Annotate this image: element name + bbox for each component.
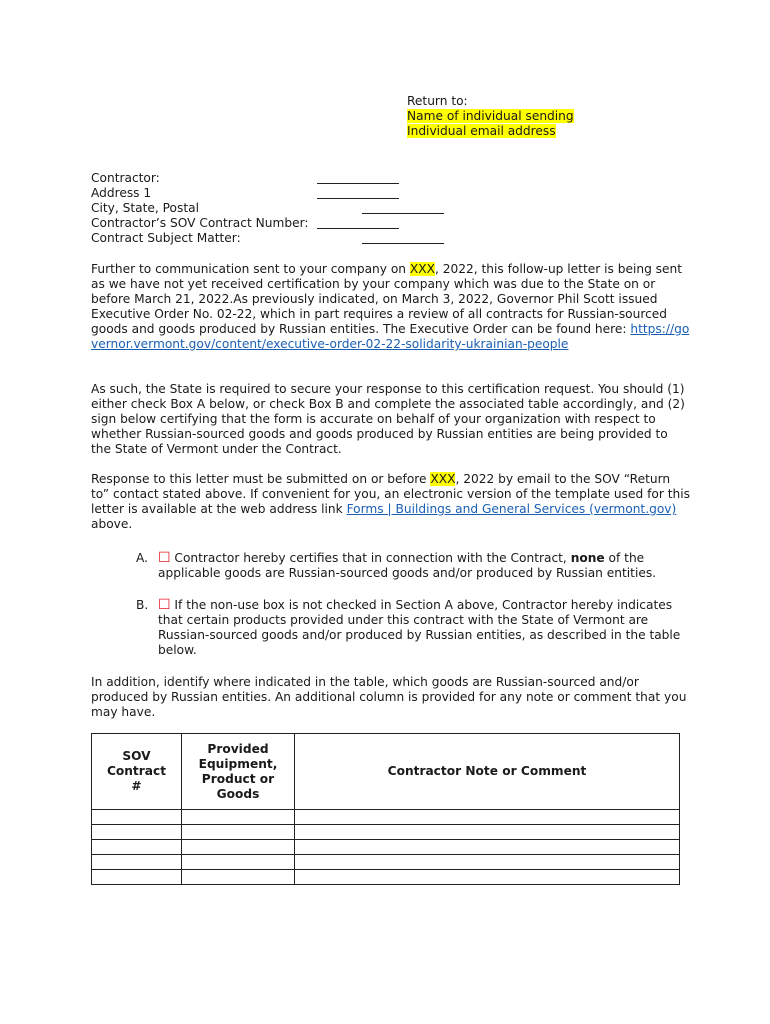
checkbox-a[interactable]: ☐ — [158, 550, 171, 566]
city-state-postal-blank[interactable] — [362, 213, 444, 214]
checkbox-b[interactable]: ☐ — [158, 597, 171, 613]
table-cell[interactable] — [295, 825, 680, 840]
return-to-email: Individual email address — [407, 124, 556, 138]
return-to-label: Return to: — [407, 94, 468, 108]
paragraph-executive-order: Further to communication sent to your company on XXX, 2022, this follow-up letter is being sent as we have not yet received certification by your company which was due to the State on or before March 21, 2022.As previously indicated, on March 3, 2022, Governor Phil Scott issued Executive Order No. 02-22, which in part requires a review of all contracts for Russian-sourced goods and goods produced by Russian entities. The Executive Order can be found here: https://governor.vermont.gov/content/executive-order-02-22-solidarity-ukrainian-people — [91, 262, 690, 351]
option-a-letter: A. — [136, 551, 148, 565]
contractor-block — [91, 171, 308, 246]
table-cell[interactable] — [295, 840, 680, 855]
forms-link[interactable]: Forms | Buildings and General Services (vermont.gov) — [346, 502, 677, 516]
return-to-block — [407, 94, 574, 139]
table-cell[interactable] — [92, 855, 182, 870]
table-cell[interactable] — [92, 810, 182, 825]
goods-table — [91, 733, 680, 885]
contractor-label: Contractor: — [91, 171, 160, 185]
paragraph-response-deadline: Response to this letter must be submitted on or before XXX, 2022 by email to the SOV “Return to” contact stated above. If convenient for you, an electronic version of the template used for this letter is available at the web address link Forms | Buildings and General Services (vermont.gov) above. — [91, 472, 690, 531]
table-row — [92, 810, 680, 825]
table-row — [92, 870, 680, 885]
paragraph-certification-request: As such, the State is required to secure your response to this certification request. You should (1) either check Box A below, or check Box B and complete the associated table accordingly, and (2) sign below certifying that the form is accurate on behalf of your organization with respect to whether Russian-sourced goods and goods produced by Russian entities are being provided to the State of Vermont under the Contract. — [91, 382, 685, 456]
table-cell[interactable] — [295, 810, 680, 825]
table-cell[interactable] — [295, 855, 680, 870]
table-cell[interactable] — [92, 870, 182, 885]
contractor-blank[interactable] — [317, 183, 399, 184]
city-state-postal-label: City, State, Postal — [91, 201, 199, 215]
table-cell[interactable] — [182, 840, 295, 855]
contract-number-label: Contractor’s SOV Contract Number: — [91, 216, 309, 230]
deadline-placeholder: XXX — [430, 472, 456, 486]
contract-subject-label: Contract Subject Matter: — [91, 231, 241, 245]
table-row — [92, 825, 680, 840]
option-b-letter: B. — [136, 598, 149, 612]
table-cell[interactable] — [92, 840, 182, 855]
table-cell[interactable] — [182, 810, 295, 825]
address-blank[interactable] — [317, 198, 399, 199]
date-placeholder: XXX — [409, 262, 435, 276]
executive-order-link[interactable]: https://governor.vermont.gov/content/executive-order-02-22-solidarity-ukrainian-people — [91, 322, 690, 351]
address-label: Address 1 — [91, 186, 152, 200]
table-cell[interactable] — [92, 825, 182, 840]
return-to-name: Name of individual sending — [407, 109, 574, 123]
table-cell[interactable] — [182, 855, 295, 870]
table-row — [92, 840, 680, 855]
table-row — [92, 855, 680, 870]
table-cell[interactable] — [182, 870, 295, 885]
table-header-row — [92, 734, 680, 810]
table-cell[interactable] — [182, 825, 295, 840]
contract-subject-blank[interactable] — [362, 243, 444, 244]
contract-number-blank[interactable] — [317, 228, 399, 229]
header-provided-goods: Provided Equipment, Product or Goods — [182, 734, 295, 810]
table-cell[interactable] — [295, 870, 680, 885]
header-contractor-note: Contractor Note or Comment — [295, 734, 680, 810]
paragraph-table-instructions: In addition, identify where indicated in the table, which goods are Russian-sourced and/or produced by Russian entities. An additional column is provided for any note or comment that you may have. — [91, 675, 687, 719]
header-sov-contract: SOV Contract # — [92, 734, 182, 810]
